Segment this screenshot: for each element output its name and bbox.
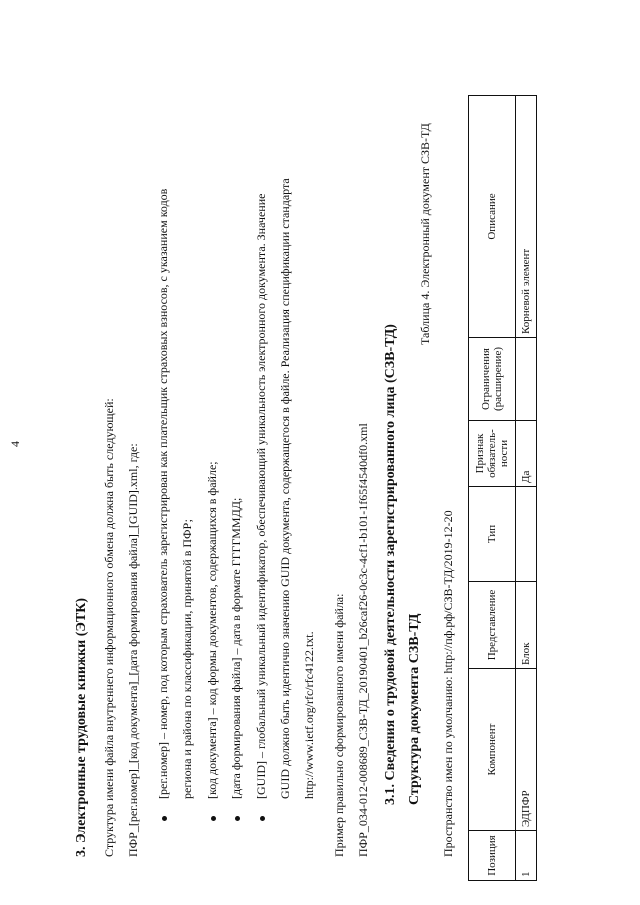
header-position: Позиция [469,831,516,881]
section-heading-3: 3. Электронные трудовые книжки (ЭТК) [74,597,89,857]
table-caption: Таблица 4. Электронный документ СЗВ-ТД [418,123,432,345]
page-number: 4 [8,441,22,447]
header-restrictions: Ограничения (расширение) [469,338,516,421]
section-heading-3-1: 3.1. Сведения о трудовой деятельности зарегистрированного лица (СЗВ-ТД) [383,324,398,805]
cell-position: 1 [516,831,537,881]
bullet-dot [260,816,265,821]
cell-required: Да [516,421,537,487]
header-required: Признак обязатель-ности [469,421,516,487]
namespace-text: Пространство имен по умолчанию: http://пф.рф/СЗВ-ТД/2019-12-20 [441,510,455,857]
cell-representation: Блок [516,582,537,669]
cell-description: Корневой элемент [516,96,537,338]
header-representation: Представление [469,582,516,669]
header-description: Описание [469,96,516,338]
cell-restrictions [516,338,537,421]
bullet-item: [код документа] – код формы документов, содержащихся в файле; [205,461,219,799]
bullet-dot [235,816,240,821]
table-row [516,96,537,881]
structure-heading: Структура документа СЗВ-ТД [407,613,422,805]
cell-component: ЭДПФР [516,669,537,831]
cell-type [516,487,537,582]
bullet-item-continuation: региона и района по классификации, принятой в ПФР; [180,519,194,799]
bullet-dot [211,816,216,821]
bullet-item: [дата формирования файла] – дата в формате ГГГГММДД; [229,497,243,799]
filename-intro: Структура имени файла внутреннего информационного обмена должна быть следующей: [102,398,116,857]
header-type: Тип [469,487,516,582]
bullet-item: [рег.номер] – номер, под которым страхователь зарегистрирован как плательщик страховых взносов, с указанием кодов [156,188,170,799]
bullet-dot [162,816,167,821]
example-label: Пример правильно сформированного имени файла: [332,593,346,857]
table-header-row [469,96,516,881]
example-filename: ПФР_034-012-008689_СЗВ-ТД_20190401_b26caf26-0c3c-4cf1-b101-1f65f4540df0.xml [356,423,370,857]
data-table [468,95,537,881]
bullet-item-continuation: http://www.ietf.org/rfc/rfc4122.txt. [302,631,316,799]
filename-pattern: ПФР_[рег.номер]_[код документа]_[дата формирования файла]_[GUID].xml, где: [126,443,140,857]
bullet-item: [GUID] – глобальный уникальный идентификатор, обеспечивающий уникальность электронного документа. Значение [254,193,268,799]
bullet-item-continuation: GUID должно быть идентично значению GUID документа, содержащегося в файле. Реализация спецификации стандарта [278,178,292,799]
header-component: Компонент [469,669,516,831]
